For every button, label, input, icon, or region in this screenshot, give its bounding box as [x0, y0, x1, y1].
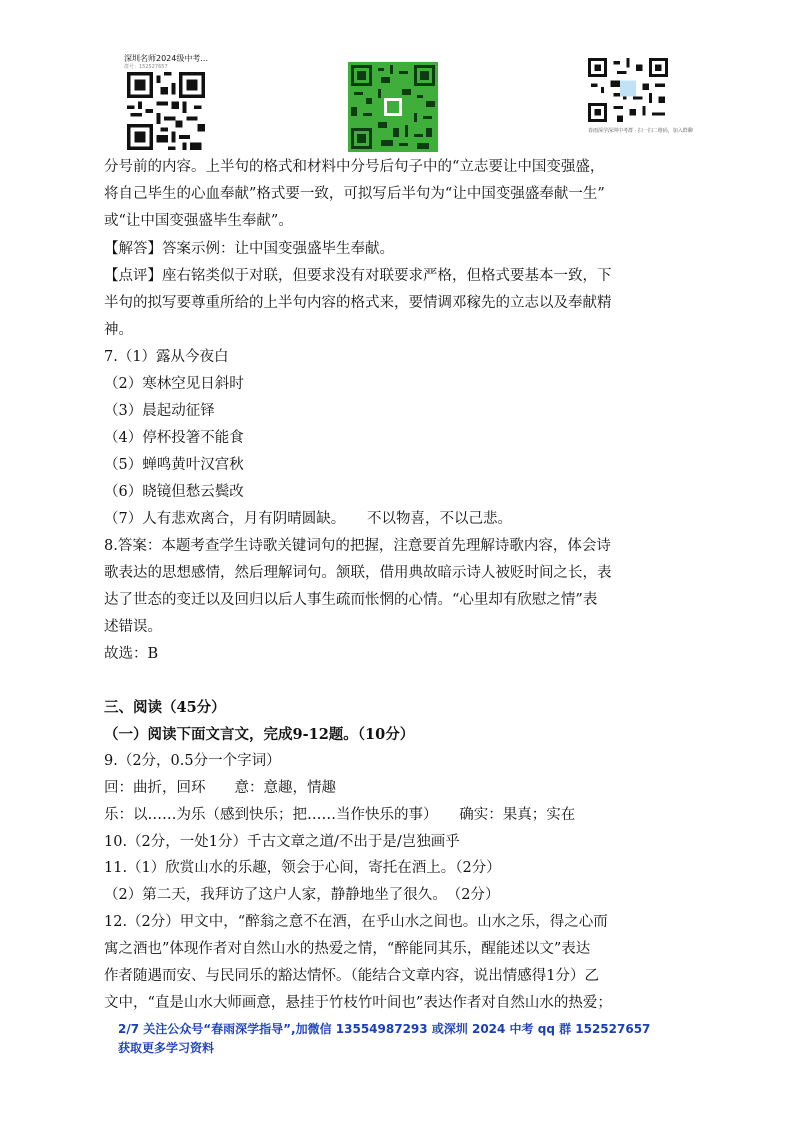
text-line: 故选：B [104, 646, 159, 662]
subsection-heading: （一）阅读下面文言文，完成9-12题。（10分） [104, 726, 415, 743]
text-line: 寓之酒也”体现作者对自然山水的热爱之情，“醉能同其乐，醒能述以文”表达 [104, 941, 591, 957]
text-line: 达了世态的变迁以及回归以后人事生疏而怅惘的心情。“心里却有欣慰之情”表 [104, 592, 598, 608]
text-line: （2）寒林空见日斜时 [104, 376, 244, 392]
footer-line-1: 2/7 关注公众号“春雨深学指导”,加微信 13554987293 或深圳 2024 中考 qq 群 152527657 [118, 1022, 651, 1036]
section-heading: 三、阅读（45分） [104, 699, 226, 716]
text-line: 10.（2分，一处1分）千古文章之道/不出于是/岂独画乎 [104, 834, 460, 850]
text-line: （4）停杯投箸不能食 [104, 430, 244, 446]
text-line: 【解答】答案示例：让中国变强盛毕生奉献。 [104, 241, 394, 257]
text-line: 7.（1）露从今夜白 [104, 349, 229, 365]
text-line: （3）晨起动征铎 [104, 403, 215, 419]
qr-left-subcaption: 群号：152527657 [124, 64, 168, 70]
qr-code-left[interactable] [124, 54, 216, 150]
text-line: （5）蝉鸣黄叶汉宫秋 [104, 457, 244, 473]
qr-left-caption: 深圳名师2024级中考... [124, 54, 208, 63]
qr-left-icon [124, 72, 208, 150]
text-line: 分号前的内容。上半句的格式和材料中分号后句子中的“立志要让中国变强盛， [104, 159, 605, 175]
qr-right-caption: 春雨深学深圳中考群 · 扫一扫二维码，加入群聊 [588, 128, 693, 134]
text-line: 11.（1）欣赏山水的乐趣，领会于心间，寄托在酒上。（2分） [104, 860, 501, 876]
text-line: 作者随遇而安、与民同乐的豁达情怀。（能结合文章内容，说出情感得1分）乙 [104, 968, 599, 984]
text-line: 神。 [104, 322, 133, 338]
text-line: 【点评】座右铭类似于对联，但要求没有对联要求严格，但格式要基本一致，下 [104, 268, 612, 284]
text-line: 半句的拟写要尊重所给的上半句内容的格式来，要情调邓稼先的立志以及奉献精 [104, 295, 612, 311]
qr-code-green[interactable] [348, 62, 438, 152]
text-line: 将自己毕生的心血奉献”格式要一致，可拟写后半句为“让中国变强盛奉献一生” [104, 186, 605, 202]
text-line: 述错误。 [104, 619, 162, 635]
text-line: 或“让中国变强盛毕生奉献”。 [104, 213, 293, 229]
qr-code-right[interactable] [588, 58, 693, 135]
text-line: 回：曲折，回环 意：意趣，情趣 [104, 780, 336, 796]
qr-right-icon [588, 58, 668, 122]
text-line: （7）人有悲欢离合，月有阴晴圆缺。 不以物喜，不以己悲。 [104, 511, 512, 527]
text-line: 歌表达的思想感情，然后理解词句。颔联，借用典故暗示诗人被贬时间之长，表 [104, 565, 612, 581]
text-line: （2）第二天，我拜访了这户人家，静静地坐了很久。 （2分） [104, 887, 500, 903]
text-line: 9.（2分，0.5分一个字词） [104, 753, 281, 769]
text-line: （6）晓镜但愁云鬓改 [104, 484, 244, 500]
text-line: 12.（2分）甲文中，“醉翁之意不在酒，在乎山水之间也。山水之乐，得之心而 [104, 914, 608, 930]
footer-line-2: 获取更多学习资料 [118, 1041, 215, 1055]
text-line: 文中，“直是山水大师画意，悬挂于竹枝竹叶间也”表达作者对自然山水的热爱； [104, 995, 612, 1011]
text-line: 乐：以……为乐（感到快乐；把……当作快乐的事） 确实：果真；实在 [104, 807, 576, 823]
wechat-qr-icon [348, 62, 438, 152]
text-line: 8.答案：本题考查学生诗歌关键词句的把握，注意要首先理解诗歌内容，体会诗 [104, 538, 611, 554]
